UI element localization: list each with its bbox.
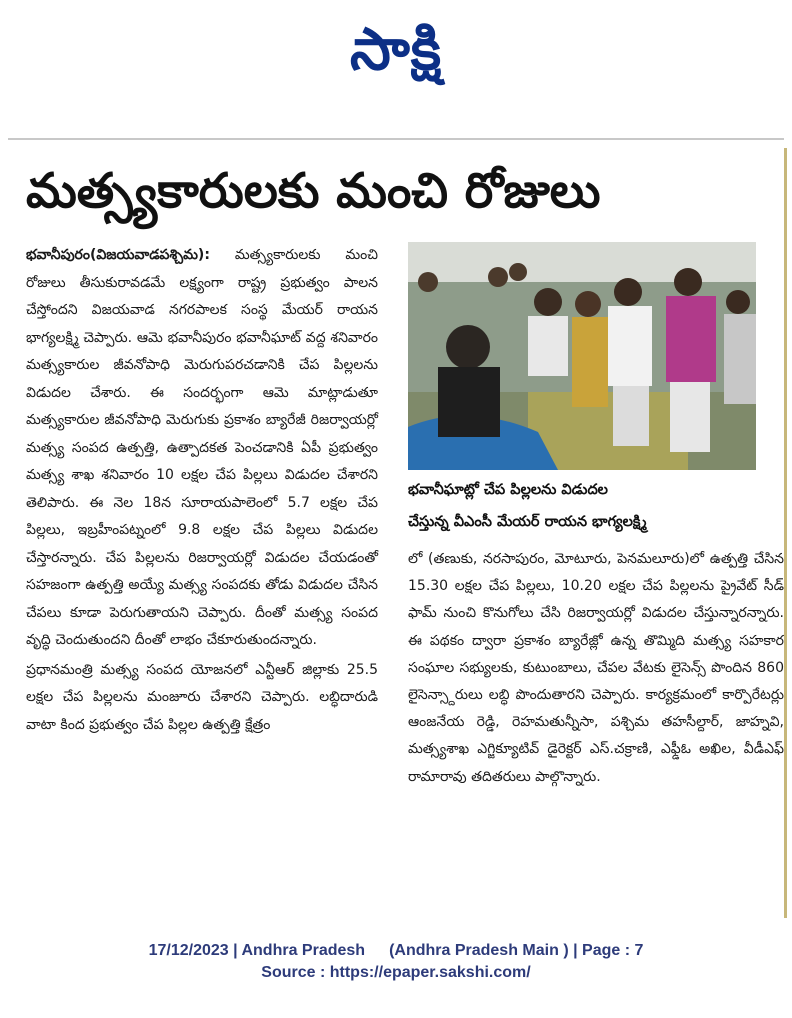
article-paragraph-text: మత్స్యకారులకు మంచి రోజులు తీసుకురావడమే లక్ష్యంగా రాష్ట్ర ప్రభుత్వం పాలన చేస్తోందని విజయవాడ నగరపాలక సంస్థ మేయర్ రాయన భాగ్యలక్ష్మి చెప్పారు. ఆమె భవానీపురం భవానీఘాట్ వద్ద శనివారం మత్స్యకారుల జీవనోపాధి మెరుగుపరచడానికి చేప పిల్లలను విడుదల చేశారు. ఈ సందర్భంగా ఆమె మాట్లాడుతూ మత్స్యకారుల జీవనోపాధి మెరుగుకు ప్రకాశం బ్యారేజీ రిజర్వాయర్లో మత్స్య సంపద ఉత్పత్తి, ఉత్పాదకత పెంచడానికి ఏపీ ప్రభుత్వం మత్స్య శాఖ శనివారం 10 లక్షల చేప పిల్లలు విడుదల చేశారని తెలిపారు. ఈ నెల 18న సూరాయపాలెంలో 5.7 లక్షల చేప పిల్లలు, ఇబ్రహీంపట్నంలో 9.8 లక్షల చేప పిల్లలు విడుదల చేస్తారన్నారు. చేప పిల్లలను రిజర్వాయర్లో విడుదల చేయడంతో సహజంగా ఉత్పత్తి అయ్యే మత్స్య సంపదకు తోడు విడుదల చేసిన చేపలు కూడా పెరుగుతాయని చెప్పారు. దీంతో మత్స్య సంపద వృద్ధి చెందుతుందని దీంతో లాభం చేకూరుతుందన్నారు. [26, 247, 378, 648]
article-paragraph [26, 242, 378, 655]
page-footer [0, 940, 792, 984]
footer-edition-detail: (Andhra Pradesh Main ) [389, 942, 569, 959]
top-divider [8, 138, 784, 140]
caption-line: చేస్తున్న వీఎంసీ మేయర్ రాయన భాగ్యలక్ష్మి [408, 514, 647, 530]
footer-edition-line: 17/12/2023 | Andhra Pradesh (Andhra Pradesh Main ) | Page : 7 [148, 942, 644, 959]
article-column-left [26, 242, 378, 739]
article-paragraph: లో (తణుకు, నరసాపురం, మోటూరు, పెనమలూరు)లో ఉత్పత్తి చేసిన 15.30 లక్షల చేప పిల్లలు, 10.20 లక్షల చేప పిల్లలను ప్రైవేట్ సీడ్ ఫామ్ నుంచి కొనుగోలు చేసి రిజర్వాయర్లో విడుదల చేస్తున్నారన్నారు. ఈ పథకం ద్వారా ప్రకాశం బ్యారేజ్లో ఉన్న తొమ్మిది మత్స్య సహకార సంఘాల సభ్యులకు, కుటుంబాలు, చేపల వేటకు లైసెన్స్ పొందిన 860 లైసెన్స్దారులు లబ్ధి పొందుతారని చెప్పారు. కార్యక్రమంలో కార్పొరేటర్లు ఆంజనేయ రెడ్డి, రెహమతున్నీసా, పశ్చిమ తహసీల్దార్, జాహ్నవి, మత్స్యశాఖ ఎగ్జిక్యూటివ్ డైరెక్టర్ ఎస్.చక్రాణి, ఎఫ్డీఓ అఖిల, వీడీఎఫ్ రామారావు తదితరులు పాల్గొన్నారు. [408, 551, 784, 785]
article-column-right [408, 546, 784, 791]
caption-line: భవానీఘాట్లో చేప పిల్లలను విడుదల [408, 482, 608, 498]
article-headline: మత్స్యకారులకు మంచి రోజులు [26, 163, 601, 219]
article-dateline: భవానీపురం(విజయవాడపశ్చిమ): [26, 247, 210, 263]
article-photo [408, 242, 756, 470]
masthead-logo: సాక్షి [349, 15, 443, 83]
photo-illustration [408, 242, 756, 470]
footer-page: Page : 7 [582, 942, 644, 959]
article-paragraph: ప్రధానమంత్రి మత్స్య సంపద యోజనలో ఎన్టీఆర్ జిల్లాకు 25.5 లక్షల చేప పిల్లలను మంజూరు చేశారని చెప్పారు. లబ్ధిదారుడి వాటా కింద ప్రభుత్వం చేప పిల్లల ఉత్పత్తి క్షేత్రం [26, 661, 378, 733]
footer-date: 17/12/2023 [148, 942, 229, 959]
footer-source: Source : https://epaper.sakshi.com/ [261, 964, 531, 981]
footer-edition: Andhra Pradesh [241, 942, 366, 959]
right-margin-rule [784, 148, 787, 918]
masthead [0, 8, 792, 90]
photo-caption [408, 474, 776, 538]
